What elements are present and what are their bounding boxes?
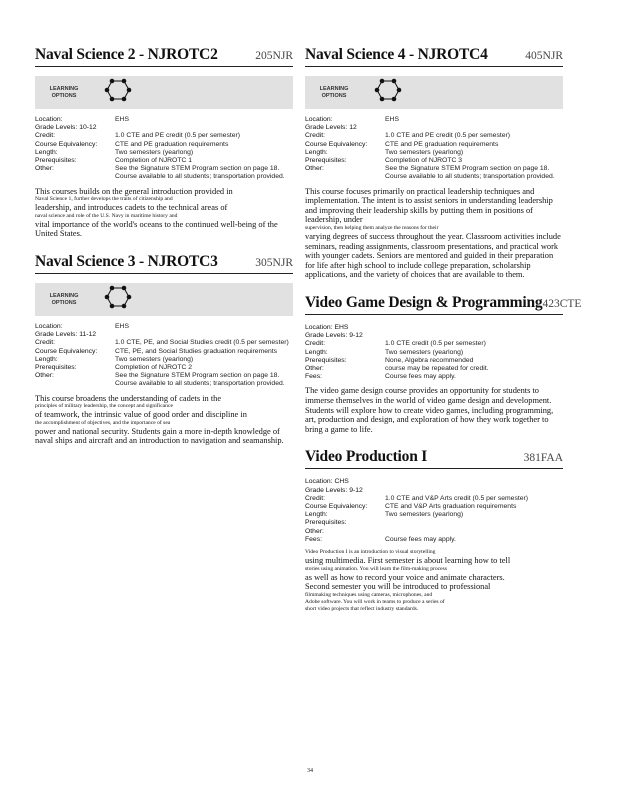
detail-row xyxy=(35,339,293,347)
detail-value xyxy=(385,332,563,340)
detail-value: See the Signature STEM Program section on page 18. Course available to all students; transportation provided. xyxy=(115,165,285,181)
detail-value: Two semesters (yearlong) xyxy=(385,348,464,356)
detail-label: Credit: xyxy=(35,132,56,140)
detail-row xyxy=(305,519,563,527)
detail-value: 1.0 CTE, PE, and Social Studies credit (0.5 per semester) xyxy=(115,339,289,347)
course-header xyxy=(35,46,293,67)
left-column xyxy=(35,46,293,460)
course-description xyxy=(305,187,563,280)
page-number: 34 xyxy=(307,768,313,774)
detail-label: Prerequisites: xyxy=(305,356,347,364)
hexagon-network-icon xyxy=(357,77,405,108)
detail-row xyxy=(35,356,293,364)
detail-label: Course Equivalency: xyxy=(35,347,98,355)
course-header xyxy=(305,46,563,67)
detail-value: See the Signature STEM Program section on page 18. Course available to all students; transportation provided. xyxy=(115,372,285,388)
detail-value: CTE, PE, and Social Studies graduation requirements xyxy=(115,347,278,355)
detail-row xyxy=(305,149,563,157)
detail-row xyxy=(35,348,293,356)
detail-value: Course fees may apply. xyxy=(385,535,456,543)
course-details xyxy=(35,323,293,389)
course-code: 423CTE xyxy=(542,297,582,310)
hexagon-network-icon xyxy=(87,77,135,108)
course-header xyxy=(305,448,563,469)
detail-row xyxy=(305,332,563,340)
detail-value: 1.0 CTE and PE credit (0.5 per semester) xyxy=(385,132,511,140)
detail-value: Two semesters (yearlong) xyxy=(115,355,194,363)
course-video-production xyxy=(305,448,563,612)
learning-options-bar xyxy=(35,283,293,316)
detail-label: Course Equivalency: xyxy=(305,140,368,148)
description-line: filmmaking techniques using cameras, microphones, and xyxy=(305,591,433,598)
course-details xyxy=(305,116,563,182)
detail-row xyxy=(305,528,563,536)
detail-label: Prerequisites: xyxy=(35,157,77,165)
detail-label: Grade Levels: 9-12 xyxy=(305,486,363,494)
detail-label: Length: xyxy=(35,148,58,156)
course-details xyxy=(35,116,293,182)
course-code: 381FAA xyxy=(523,452,563,465)
detail-row xyxy=(305,124,563,132)
detail-value: EHS xyxy=(115,116,129,123)
detail-value: Two semesters (yearlong) xyxy=(385,511,464,519)
description-line: Video Production I is an introduction to visual storytelling xyxy=(305,548,436,555)
detail-value: CTE and PE graduation requirements xyxy=(385,140,499,148)
course-naval-science-4 xyxy=(305,46,563,280)
right-column xyxy=(305,46,582,627)
detail-row xyxy=(305,357,563,365)
detail-row xyxy=(35,165,293,181)
course-description xyxy=(35,187,293,239)
detail-value xyxy=(385,528,563,536)
hexagon-network-icon xyxy=(87,284,135,315)
course-code: 205NJR xyxy=(255,50,293,62)
detail-label: Other: xyxy=(305,527,324,535)
detail-value: 1.0 CTE and PE credit (0.5 per semester) xyxy=(115,132,241,140)
detail-row xyxy=(305,365,563,373)
description-line: This course focuses primarily on practical leadership techniques and implementation. The intent is to assist seniors in understanding leadership and improving their leadership skills by putting them in positions of leadership, under xyxy=(305,186,553,225)
learning-options-bar xyxy=(305,76,563,109)
description-line: naval science and role of the U.S. Navy in maritime history and xyxy=(35,212,178,219)
detail-value: course may be repeated for credit. xyxy=(385,364,489,372)
detail-label: Prerequisites: xyxy=(35,364,77,372)
detail-row xyxy=(305,157,563,165)
detail-row xyxy=(305,165,563,181)
course-title: Video Game Design & Programming xyxy=(305,293,543,311)
detail-label: Grade Levels: 9-12 xyxy=(305,332,363,340)
detail-value xyxy=(385,519,563,527)
detail-label: Location: CHS xyxy=(305,478,349,486)
detail-value: EHS xyxy=(115,323,129,330)
detail-label: Location: xyxy=(35,116,63,123)
detail-value: CTE and PE graduation requirements xyxy=(115,140,229,148)
detail-row xyxy=(305,340,563,348)
detail-label: Other: xyxy=(305,364,324,372)
detail-value xyxy=(115,331,293,339)
detail-value: Completion of NJROTC 3 xyxy=(385,157,463,165)
detail-value: Course fees may apply. xyxy=(385,373,456,381)
detail-row xyxy=(35,364,293,372)
detail-row xyxy=(305,503,563,511)
detail-label: Length: xyxy=(305,348,328,356)
detail-label: Other: xyxy=(35,372,54,380)
detail-row xyxy=(305,132,563,140)
detail-row xyxy=(305,536,563,544)
detail-label: Location: xyxy=(35,323,63,330)
detail-label: Length: xyxy=(305,511,328,519)
course-code: 305NJR xyxy=(255,257,293,269)
description-line: Adobe software. You will work in teams to produce a series of xyxy=(305,598,445,605)
detail-value: Two semesters (yearlong) xyxy=(385,148,464,156)
course-details xyxy=(305,324,563,381)
course-naval-science-2 xyxy=(35,46,293,239)
description-line: leadership, and introduces cadets to the technical areas of xyxy=(35,203,228,213)
description-line: using multimedia. First semester is about learning how to tell xyxy=(305,555,511,565)
description-line: power and national security. Students gain a more in-depth knowledge of naval ships and aircraft and an introduction to navigation and seamanship. xyxy=(35,426,284,446)
detail-label: Other: xyxy=(35,165,54,173)
detail-row xyxy=(305,478,563,486)
learning-options-label: LEARNING OPTIONS xyxy=(319,85,349,99)
detail-row xyxy=(35,331,293,339)
detail-label: Credit: xyxy=(305,132,326,140)
detail-row xyxy=(305,487,563,495)
course-title: Naval Science 4 - NJROTC4 xyxy=(305,46,488,63)
learning-options-label: LEARNING OPTIONS xyxy=(49,85,79,99)
course-title: Naval Science 3 - NJROTC3 xyxy=(35,253,218,270)
description-line: the accomplishment of objectives, and the importance of sea xyxy=(35,419,171,426)
course-description xyxy=(305,386,563,434)
description-line: This courses builds on the general introduction provided in xyxy=(35,186,233,196)
detail-label: Prerequisites: xyxy=(305,519,347,527)
detail-label: Other: xyxy=(305,165,324,173)
detail-row xyxy=(35,124,293,132)
detail-label: Location: xyxy=(305,116,333,123)
detail-row xyxy=(305,324,563,332)
detail-value: Completion of NJROTC 2 xyxy=(115,364,193,372)
detail-row xyxy=(35,149,293,157)
detail-row xyxy=(305,349,563,357)
detail-label: Course Equivalency: xyxy=(35,140,98,148)
detail-label: Fees: xyxy=(305,373,322,381)
detail-row xyxy=(305,141,563,149)
detail-row xyxy=(305,373,563,381)
detail-value xyxy=(115,124,293,132)
course-code: 405NJR xyxy=(525,50,563,62)
course-header xyxy=(305,293,582,315)
course-title: Naval Science 2 - NJROTC2 xyxy=(35,46,218,63)
learning-options-label: LEARNING OPTIONS xyxy=(49,292,79,306)
course-description xyxy=(305,549,563,613)
description-line: stories using animation. You will learn the film-making process xyxy=(305,565,448,572)
course-title: Video Production I xyxy=(305,448,428,466)
description-line: Second semester you will be introduced to professional xyxy=(305,582,491,592)
description-line: vital importance of the world's oceans to the continued well-being of the United States. xyxy=(35,219,278,239)
detail-row xyxy=(35,372,293,388)
detail-value: See the Signature STEM Program section on page 18. Course available to all students; transportation provided. xyxy=(385,165,555,181)
detail-value: Two semesters (yearlong) xyxy=(115,148,194,156)
course-details xyxy=(305,478,563,544)
learning-options-bar xyxy=(35,76,293,109)
description-line: Naval Science 1, further develops the traits of citizenship and xyxy=(35,196,173,203)
detail-label: Credit: xyxy=(305,340,326,348)
course-header xyxy=(35,253,293,274)
detail-label: Location: EHS xyxy=(305,323,349,331)
detail-value: Completion of NJROTC 1 xyxy=(115,157,193,165)
detail-label: Length: xyxy=(35,355,58,363)
course-description xyxy=(35,394,293,446)
detail-label: Credit: xyxy=(305,494,326,502)
description-line: The video game design course provides an opportunity for students to immerse themselves in the world of video game design and development. Students will explore how to create video games, including programming, art, production and design, and exploration of how they work together to bring a game to life. xyxy=(305,386,554,434)
detail-value: 1.0 CTE and V&P Arts credit (0.5 per semester) xyxy=(385,494,529,502)
detail-label: Length: xyxy=(305,148,328,156)
description-line: supervision, then helping them analyze the reasons for their xyxy=(305,225,439,231)
detail-value xyxy=(385,324,563,332)
detail-row xyxy=(35,116,293,124)
description-line: of teamwork, the intrinsic value of good order and discipline in xyxy=(35,410,247,420)
description-line: principles of military leadership, the concept and significance xyxy=(35,403,173,410)
detail-row xyxy=(305,511,563,519)
description-line: This course broadens the understanding of cadets in the xyxy=(35,393,222,403)
detail-label: Grade Levels: 11-12 xyxy=(35,331,97,339)
detail-value: None, Algebra recommended xyxy=(385,356,474,364)
course-video-game-design xyxy=(305,293,582,434)
description-line: short video projects that reflect industry standards. xyxy=(305,605,419,612)
detail-value xyxy=(385,487,563,495)
detail-label: Grade Levels: 10-12 xyxy=(35,124,97,132)
detail-value xyxy=(385,124,563,132)
description-line: as well as how to record your voice and animate characters. xyxy=(305,572,505,582)
detail-row xyxy=(35,132,293,140)
detail-value: 1.0 CTE credit (0.5 per semester) xyxy=(385,340,486,348)
description-line: varying degrees of success throughout the year. Classroom activities include seminars, reading assignments, classroom presentations, and practical work with younger cadets. Seniors are mentored and guided in their preparation for life after high school to include college preparation, scholarship applications, and the variety of choices that are available to them. xyxy=(305,232,561,280)
detail-row xyxy=(305,495,563,503)
detail-row xyxy=(35,323,293,331)
detail-row xyxy=(35,141,293,149)
detail-value: CTE and V&P Arts graduation requirements xyxy=(385,502,517,510)
detail-label: Credit: xyxy=(35,339,56,347)
detail-row xyxy=(35,157,293,165)
detail-label: Prerequisites: xyxy=(305,157,347,165)
detail-value: EHS xyxy=(385,116,399,123)
detail-row xyxy=(305,116,563,124)
course-naval-science-3 xyxy=(35,253,293,446)
detail-label: Course Equivalency: xyxy=(305,502,368,510)
detail-label: Fees: xyxy=(305,535,322,543)
detail-value xyxy=(385,478,563,486)
detail-label: Grade Levels: 12 xyxy=(305,124,357,132)
